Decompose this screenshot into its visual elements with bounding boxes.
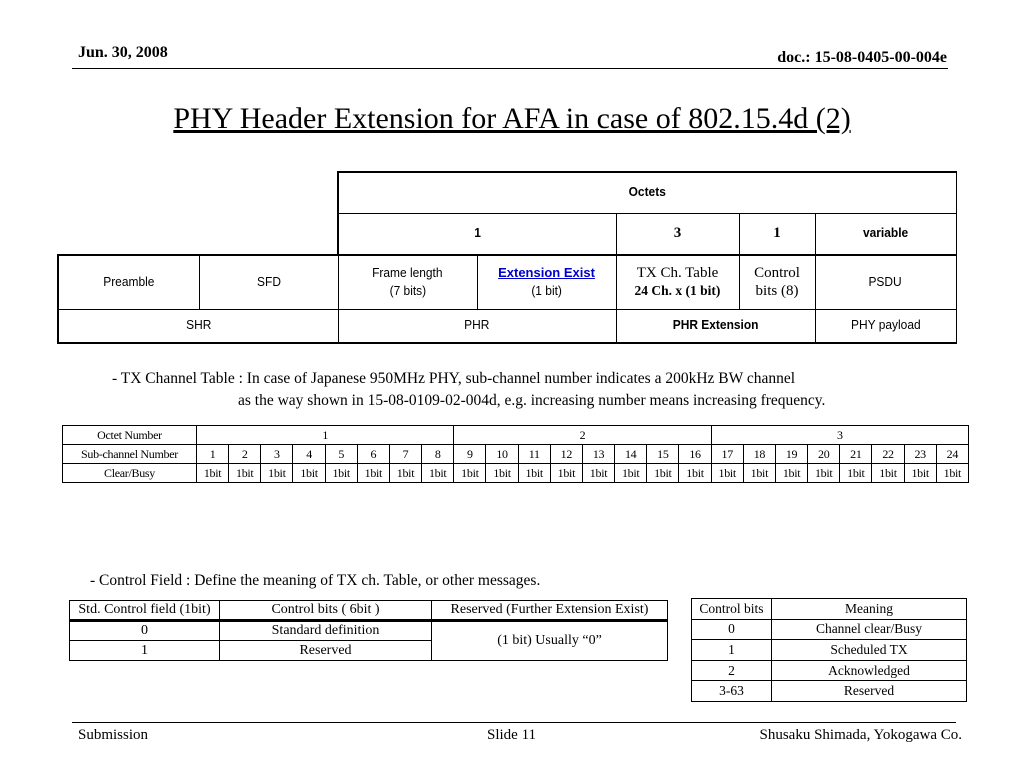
row-label-octet: Octet Number: [63, 426, 197, 445]
clear-busy-bit-cell: 1bit: [422, 464, 454, 483]
clear-busy-bit-cell: 1bit: [197, 464, 229, 483]
subchannel-number-cell: 8: [422, 445, 454, 464]
clear-busy-bit-cell: 1bit: [518, 464, 550, 483]
footer-slide-number: Slide 11: [487, 727, 537, 743]
clear-busy-bit-cell: 1bit: [615, 464, 647, 483]
table-row: 1 Scheduled TX: [692, 640, 967, 661]
octets-3-cell: 3: [616, 213, 739, 255]
txch-note-line2: as the way shown in 15-08-0109-02-004d, e.g. increasing number means increasing frequency.: [238, 392, 826, 409]
txch-note-line1: - TX Channel Table : In case of Japanese 950MHz PHY, sub-channel number indicates a 200kHz BW channel: [112, 370, 796, 387]
clear-busy-bit-cell: 1bit: [711, 464, 743, 483]
clear-busy-bit-cell: 1bit: [872, 464, 904, 483]
octet-3-cell: 3: [711, 426, 968, 445]
reserved-header: Reserved (Further Extension Exist): [432, 601, 668, 621]
clear-busy-bit-cell: 1bit: [454, 464, 486, 483]
row-label-clear-busy: Clear/Busy: [63, 464, 197, 483]
preamble-cell: Preamble: [58, 255, 199, 309]
meaning-table-header: [692, 599, 967, 620]
subchannel-number-row: [63, 445, 969, 464]
slide-title: PHY Header Extension for AFA in case of 802.15.4d (2): [173, 102, 851, 135]
subchannel-number-cell: 4: [293, 445, 325, 464]
clear-busy-bit-cell: 1bit: [904, 464, 936, 483]
phr-cell: PHR: [338, 309, 616, 343]
table-row: 1 Reserved: [70, 641, 668, 661]
txch-table-cell: TX Ch. Table 24 Ch. x (1 bit): [616, 255, 739, 309]
subchannel-number-cell: 9: [454, 445, 486, 464]
psdu-cell: PSDU: [815, 255, 956, 309]
subchannel-number-cell: 17: [711, 445, 743, 464]
clear-busy-bit-cell: 1bit: [293, 464, 325, 483]
subchannel-number-cell: 3: [261, 445, 293, 464]
phr-extension-cell: PHR Extension: [616, 309, 815, 343]
octet-number-row: [63, 426, 969, 445]
clear-busy-bit-cell: 1bit: [808, 464, 840, 483]
subchannel-number-cell: 14: [615, 445, 647, 464]
subchannel-number-cell: 23: [904, 445, 936, 464]
table-row: 0 Channel clear/Busy: [692, 619, 967, 640]
clear-busy-bit-cell: 1bit: [936, 464, 968, 483]
std-control-header: Std. Control field (1bit): [70, 601, 220, 621]
header-rule: [72, 68, 948, 69]
extension-exist-link[interactable]: Extension Exist: [498, 264, 595, 280]
subchannel-number-cell: 20: [808, 445, 840, 464]
octets-variable-cell: variable: [815, 213, 956, 255]
clear-busy-row: [63, 464, 969, 483]
table-row: 0 Standard definition (1 bit) Usually “0”: [70, 621, 668, 641]
frame-format-table: [57, 171, 957, 344]
subchannel-number-cell: 19: [775, 445, 807, 464]
table-row: 3-63 Reserved: [692, 681, 967, 702]
subchannel-number-cell: 16: [679, 445, 711, 464]
subchannel-number-cell: 21: [840, 445, 872, 464]
header-doc-id: doc.: 15-08-0405-00-004e: [777, 49, 947, 66]
subchannel-number-cell: 7: [389, 445, 421, 464]
subchannel-number-cell: 18: [743, 445, 775, 464]
clear-busy-bit-cell: 1bit: [389, 464, 421, 483]
clear-busy-bit-cell: 1bit: [325, 464, 357, 483]
clear-busy-bit-cell: 1bit: [840, 464, 872, 483]
phy-payload-cell: PHY payload: [815, 309, 956, 343]
subchannel-number-cell: 12: [550, 445, 582, 464]
clear-busy-bit-cell: 1bit: [743, 464, 775, 483]
extension-exist-cell: Extension Exist (1 bit): [477, 255, 616, 309]
subchannel-number-cell: 24: [936, 445, 968, 464]
control-bits-col-header: Control bits: [692, 599, 772, 620]
clear-busy-bit-cell: 1bit: [582, 464, 614, 483]
control-bits-header: Control bits ( 6bit ): [220, 601, 432, 621]
octets-header: Octets: [338, 172, 956, 213]
shr-cell: SHR: [58, 309, 338, 343]
subchannel-number-cell: 15: [647, 445, 679, 464]
subchannel-number-cell: 10: [486, 445, 518, 464]
octets-1b-cell: 1: [739, 213, 815, 255]
footer-submission: Submission: [78, 727, 149, 743]
subchannel-number-cell: 5: [325, 445, 357, 464]
control-table-header: [70, 601, 668, 621]
clear-busy-bit-cell: 1bit: [647, 464, 679, 483]
clear-busy-bit-cell: 1bit: [775, 464, 807, 483]
header-date: Jun. 30, 2008: [78, 44, 168, 61]
control-field-table: [69, 600, 668, 661]
clear-busy-bit-cell: 1bit: [550, 464, 582, 483]
clear-busy-bit-cell: 1bit: [679, 464, 711, 483]
subchannel-number-cell: 22: [872, 445, 904, 464]
footer-rule: [72, 722, 956, 723]
subchannel-number-cell: 6: [357, 445, 389, 464]
control-field-note: - Control Field : Define the meaning of TX ch. Table, or other messages.: [90, 572, 541, 589]
subchannel-number-cell: 1: [197, 445, 229, 464]
subchannel-table: [62, 425, 969, 483]
subchannel-number-cell: 2: [229, 445, 261, 464]
octet-2-cell: 2: [454, 426, 711, 445]
clear-busy-bit-cell: 1bit: [229, 464, 261, 483]
frame-length-cell: Frame length (7 bits): [338, 255, 477, 309]
control-bits-cell: Control bits (8): [739, 255, 815, 309]
subchannel-number-cell: 13: [582, 445, 614, 464]
octets-1-cell: 1: [338, 213, 616, 255]
clear-busy-bit-cell: 1bit: [486, 464, 518, 483]
footer-author: Shusaku Shimada, Yokogawa Co.: [759, 727, 962, 743]
meaning-table: [691, 598, 967, 702]
octet-1-cell: 1: [197, 426, 454, 445]
clear-busy-bit-cell: 1bit: [261, 464, 293, 483]
clear-busy-bit-cell: 1bit: [357, 464, 389, 483]
reserved-note-cell: (1 bit) Usually “0”: [432, 621, 668, 661]
subchannel-number-cell: 11: [518, 445, 550, 464]
meaning-col-header: Meaning: [772, 599, 967, 620]
table-row: 2 Acknowledged: [692, 660, 967, 681]
row-label-subchannel: Sub-channel Number: [63, 445, 197, 464]
sfd-cell: SFD: [199, 255, 338, 309]
